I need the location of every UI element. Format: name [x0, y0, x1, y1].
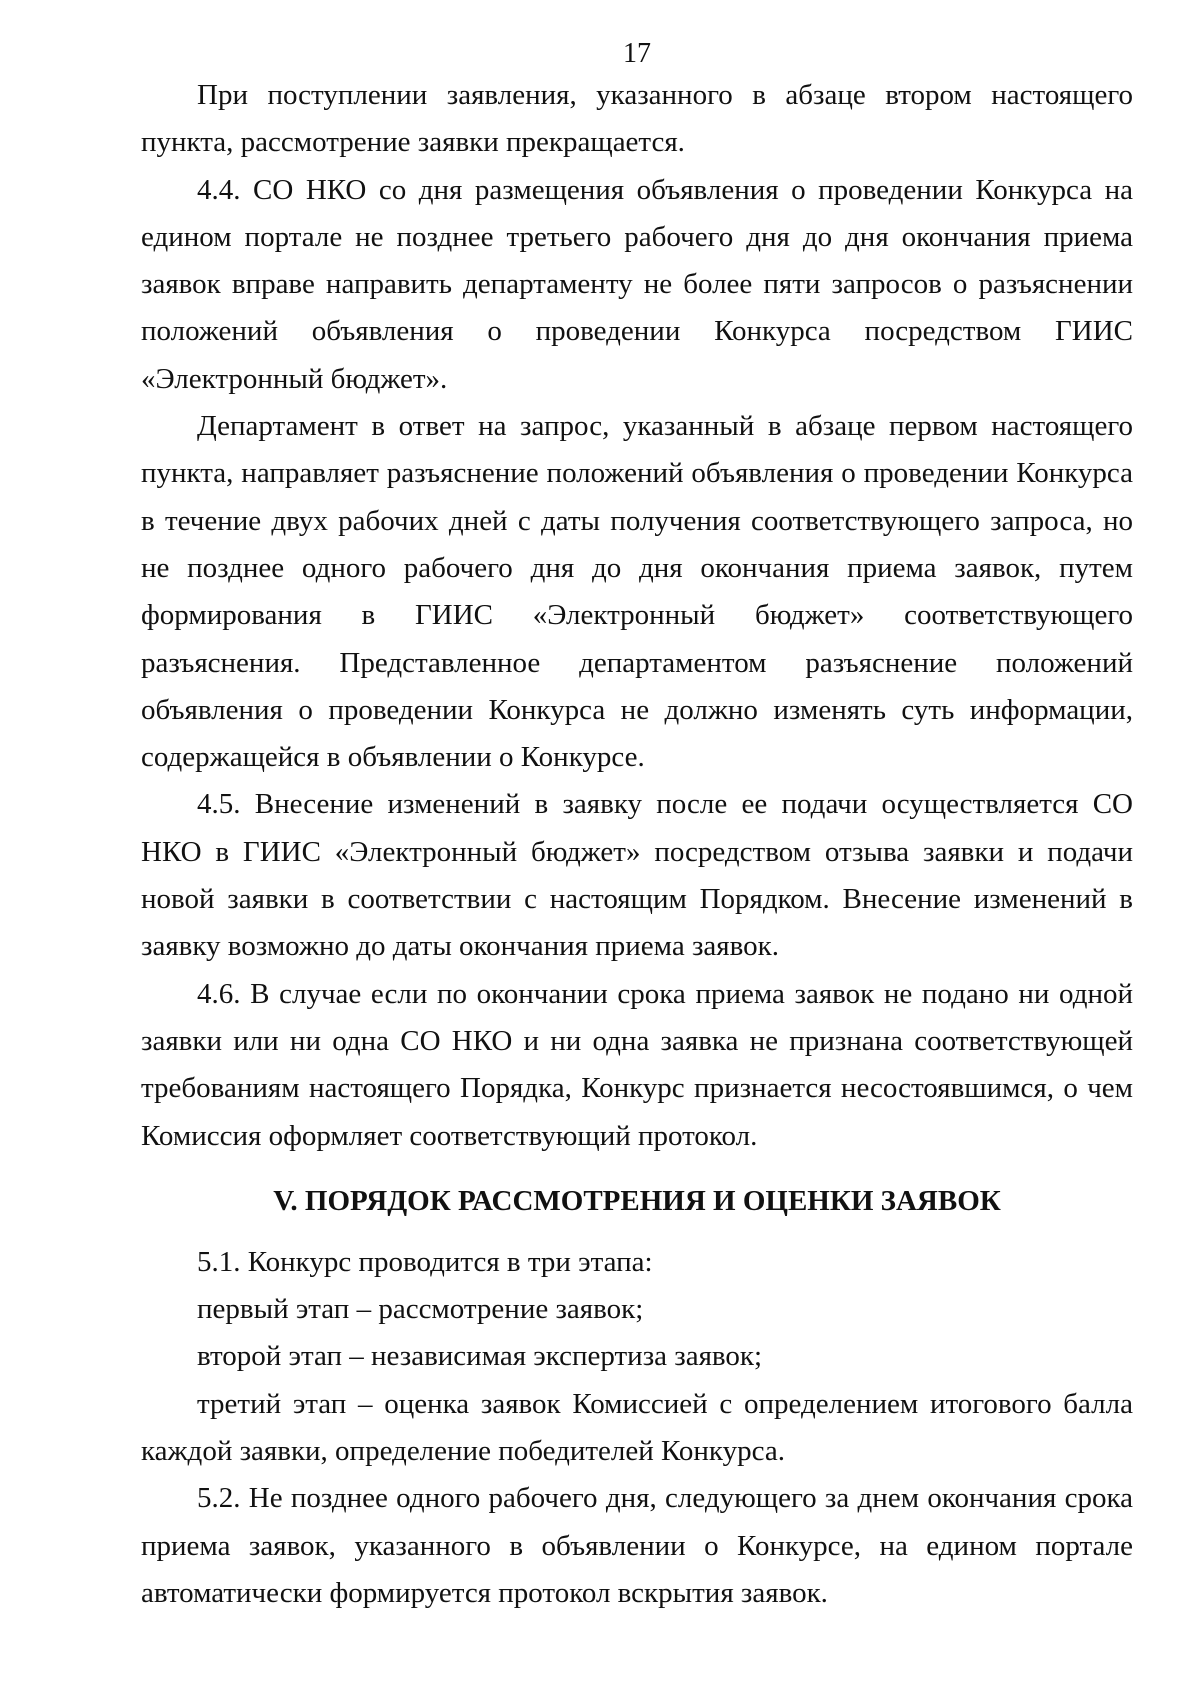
paragraph-5-1: 5.1. Конкурс проводится в три этапа: — [197, 1245, 653, 1278]
stage-two: второй этап – независимая экспертиза заявок; — [197, 1340, 763, 1373]
paragraph-5-2: 5.2. Не позднее одного рабочего дня, следующего за днем окончания срока приема заявок, указанного в объявлении о Конкурсе, на едином портале автоматически формируется протокол вскрытия заявок. — [141, 1482, 1133, 1609]
stage-three: третий этап – оценка заявок Комиссией с определением итогового балла каждой заявки, определение победителей Конкурса. — [141, 1387, 1133, 1468]
paragraph-4-5: 4.5. Внесение изменений в заявку после ее подачи осуществляется СО НКО в ГИИС «Электронный бюджет» посредством отзыва заявки и подачи новой заявки в соответствии с настоящим Порядком. Внесение изменений в заявку возможно до даты окончания приема заявок. — [141, 788, 1133, 963]
section-heading: V. ПОРЯДОК РАССМОТРЕНИЯ И ОЦЕНКИ ЗАЯВОК — [273, 1184, 1001, 1217]
page-number: 17 — [623, 38, 651, 69]
paragraph-department-response: Департамент в ответ на запрос, указанный в абзаце первом настоящего пункта, направляет разъяснение положений объявления о проведении Конкурса в течение двух рабочих дней с даты получения соответствующего запроса, но не позднее одного рабочего дня до дня окончания приема заявок, путем формирования в ГИИС «Электронный бюджет» соответствующего разъяснения. Представленное департаментом разъяснение положений объявления о проведении Конкурса не должно изменять суть информации, содержащейся в объявлении о Конкурсе. — [141, 410, 1133, 774]
paragraph-application-withdrawal: При поступлении заявления, указанного в абзаце втором настоящего пункта, рассмотрение заявки прекращается. — [141, 79, 1133, 159]
document-page — [141, 38, 1133, 1617]
stage-one: первый этап – рассмотрение заявок; — [197, 1293, 644, 1326]
paragraph-4-6: 4.6. В случае если по окончании срока приема заявок не подано ни одной заявки или ни одна СО НКО и ни одна заявка не признана соответствующей требованиям настоящего Порядка, Конкурс признается несостоявшимся, о чем Комиссия оформляет соответствующий протокол. — [141, 977, 1133, 1152]
paragraph-4-4: 4.4. СО НКО со дня размещения объявления о проведении Конкурса на едином портале не позднее третьего рабочего дня до дня окончания приема заявок вправе направить департаменту не более пяти запросов о разъяснении положений объявления о проведении Конкурса посредством ГИИС «Электронный бюджет». — [141, 173, 1133, 395]
